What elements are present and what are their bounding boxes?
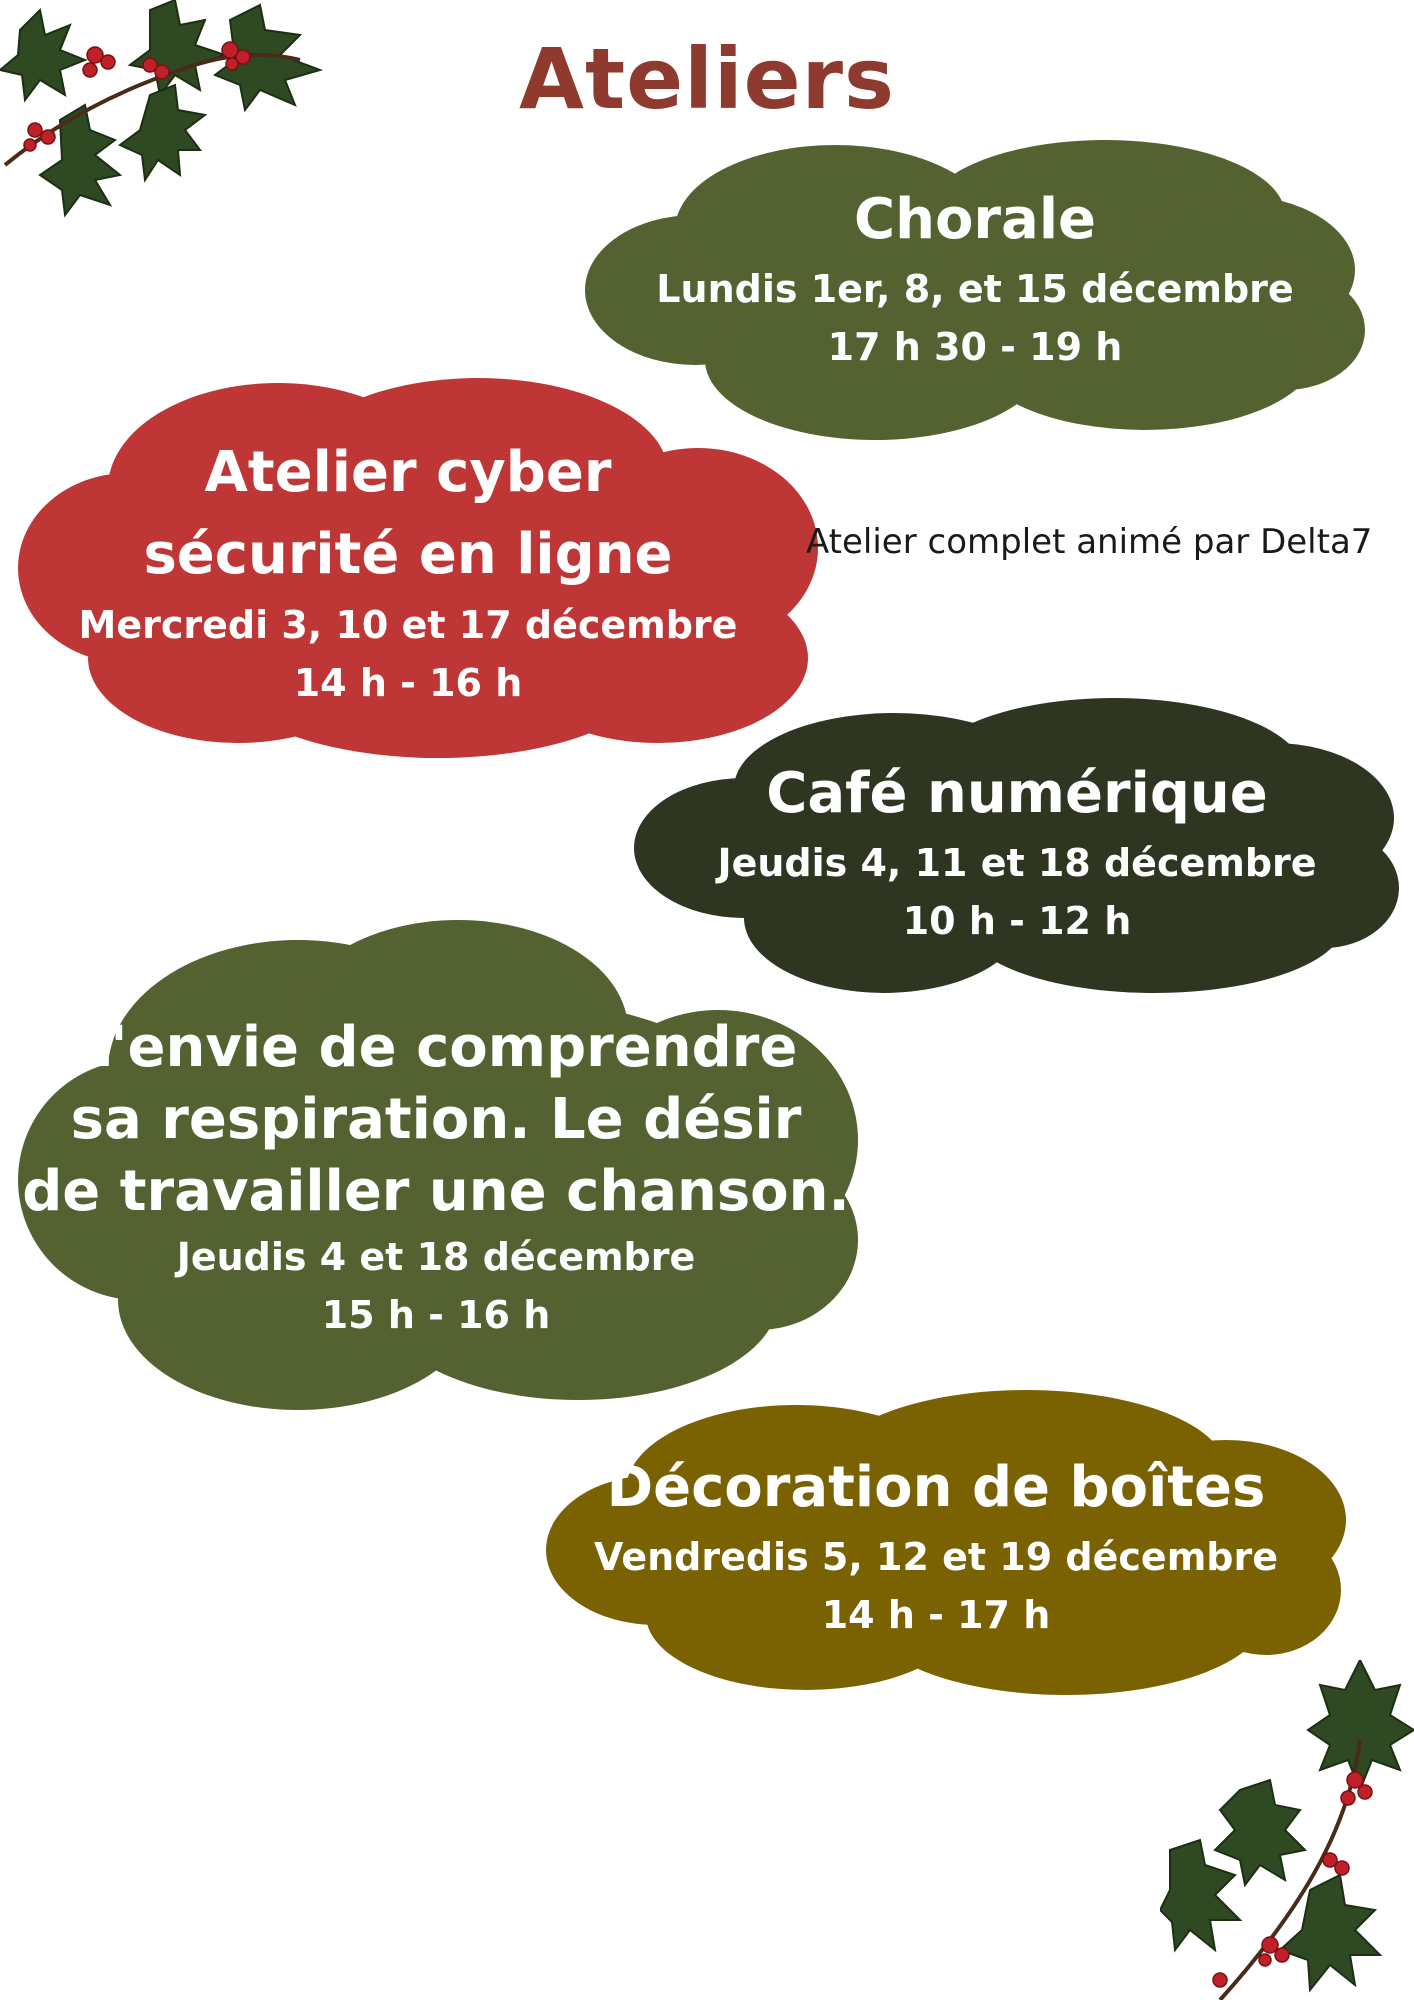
workshop-title-line1: L'envie de comprendre [74,1015,798,1080]
workshop-time: 17 h 30 - 19 h [827,325,1123,369]
workshop-dates: Jeudis 4 et 18 décembre [176,1235,696,1279]
workshop-dates: Lundis 1er, 8, et 15 décembre [656,267,1294,311]
workshop-time: 14 h - 17 h [821,1593,1051,1637]
holly-decoration-bottom-right-icon [1160,1660,1414,2000]
workshop-title-line1: Atelier cyber [204,440,612,505]
workshop-dates: Mercredi 3, 10 et 17 décembre [78,603,738,647]
page-title: Ateliers [518,30,896,128]
workshop-title-line2: sécurité en ligne [143,522,673,587]
workshop-card-respiration-chanson [18,920,864,1420]
workshop-title-line2: sa respiration. Le désir [70,1087,802,1152]
workshop-note: Atelier complet animé par Delta7 [806,522,1373,562]
workshop-card-decoration-boites [546,1390,1346,1700]
workshop-time: 15 h - 16 h [321,1293,551,1337]
workshop-time: 10 h - 12 h [902,899,1132,943]
workshop-title: Café numérique [766,761,1268,826]
workshop-title: Chorale [853,187,1097,252]
workshop-title: Décoration de boîtes [606,1455,1266,1520]
workshop-title-line3: de travailler une chanson. [22,1159,850,1224]
workshop-time: 14 h - 16 h [293,661,523,705]
workshop-dates: Jeudis 4, 11 et 18 décembre [717,841,1317,885]
workshop-dates: Vendredis 5, 12 et 19 décembre [593,1535,1279,1579]
